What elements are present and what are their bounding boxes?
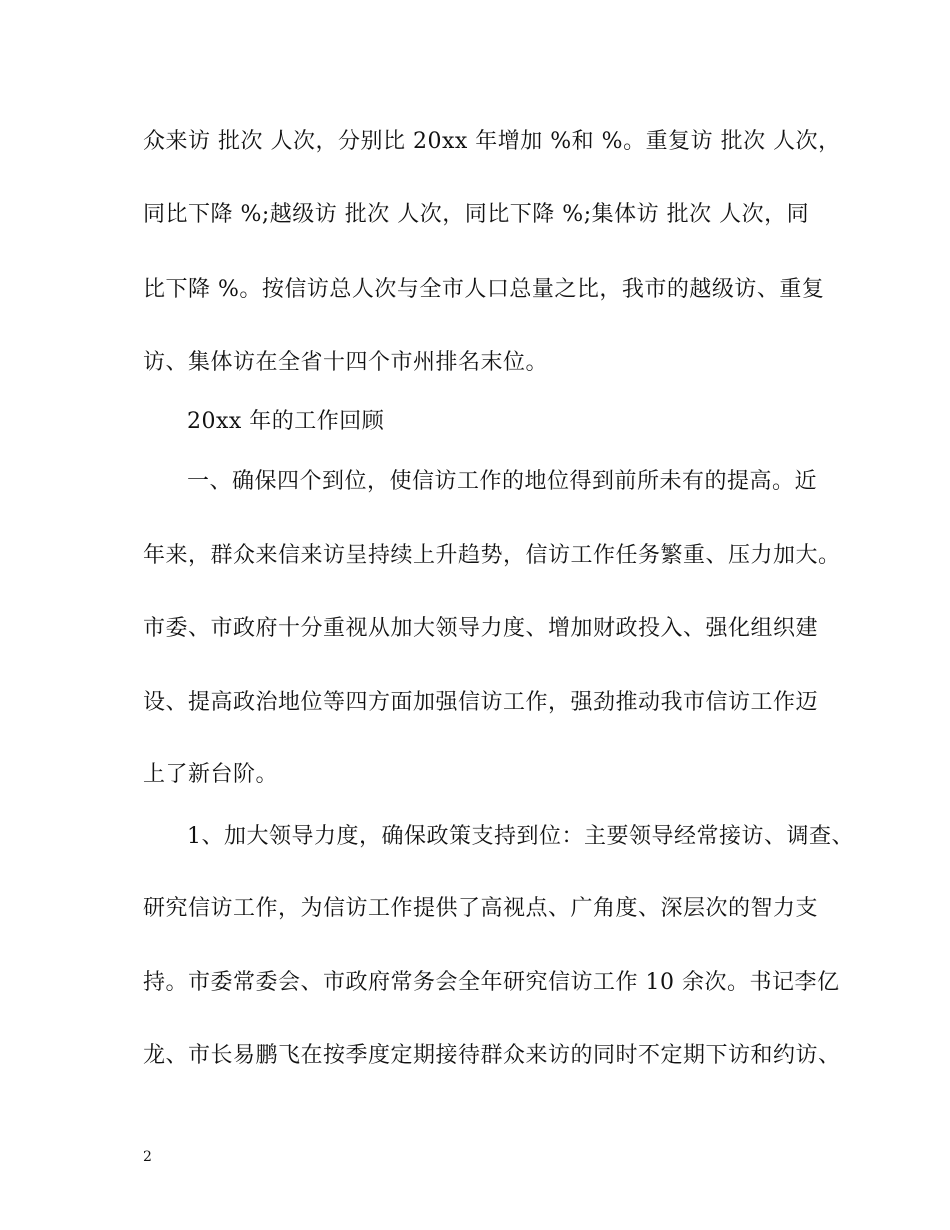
text-line: 研究信访工作，为信访工作提供了高视点、广角度、深层次的智力支 <box>143 896 819 921</box>
text-line: 众来访 批次 人次，分别比 20xx 年增加 %和 %。重复访 批次 人次， <box>143 129 841 154</box>
text-line: 一、确保四个到位，使信访工作的地位得到前所未有的提高。近 <box>187 469 818 494</box>
text-line: 比下降 %。按信访总人次与全市人口总量之比，我市的越级访、重复 <box>143 277 825 302</box>
text-line: 持。市委常委会、市政府常务会全年研究信访工作 10 余次。书记李亿 <box>143 970 840 995</box>
page-number: 2 <box>143 1149 152 1165</box>
text-line: 同比下降 %;越级访 批次 人次，同比下降 %;集体访 批次 人次，同 <box>143 202 810 227</box>
text-line: 上了新台阶。 <box>143 762 279 787</box>
text-line: 龙、市长易鹏飞在按季度定期接待群众来访的同时不定期下访和约访、 <box>143 1043 841 1068</box>
text-line: 1、加大领导力度，确保政策支持到位：主要领导经常接访、调查、 <box>187 824 854 849</box>
section-heading: 20xx 年的工作回顾 <box>187 409 385 434</box>
text-line: 访、集体访在全省十四个市州排名末位。 <box>143 350 549 375</box>
text-line: 设、提高政治地位等四方面加强信访工作，强劲推动我市信访工作迈 <box>143 690 819 715</box>
text-line: 市委、市政府十分重视从加大领导力度、增加财政投入、强化组织建 <box>143 616 819 641</box>
text-line: 年来，群众来信来访呈持续上升趋势，信访工作任务繁重、压力加大。 <box>143 543 841 568</box>
